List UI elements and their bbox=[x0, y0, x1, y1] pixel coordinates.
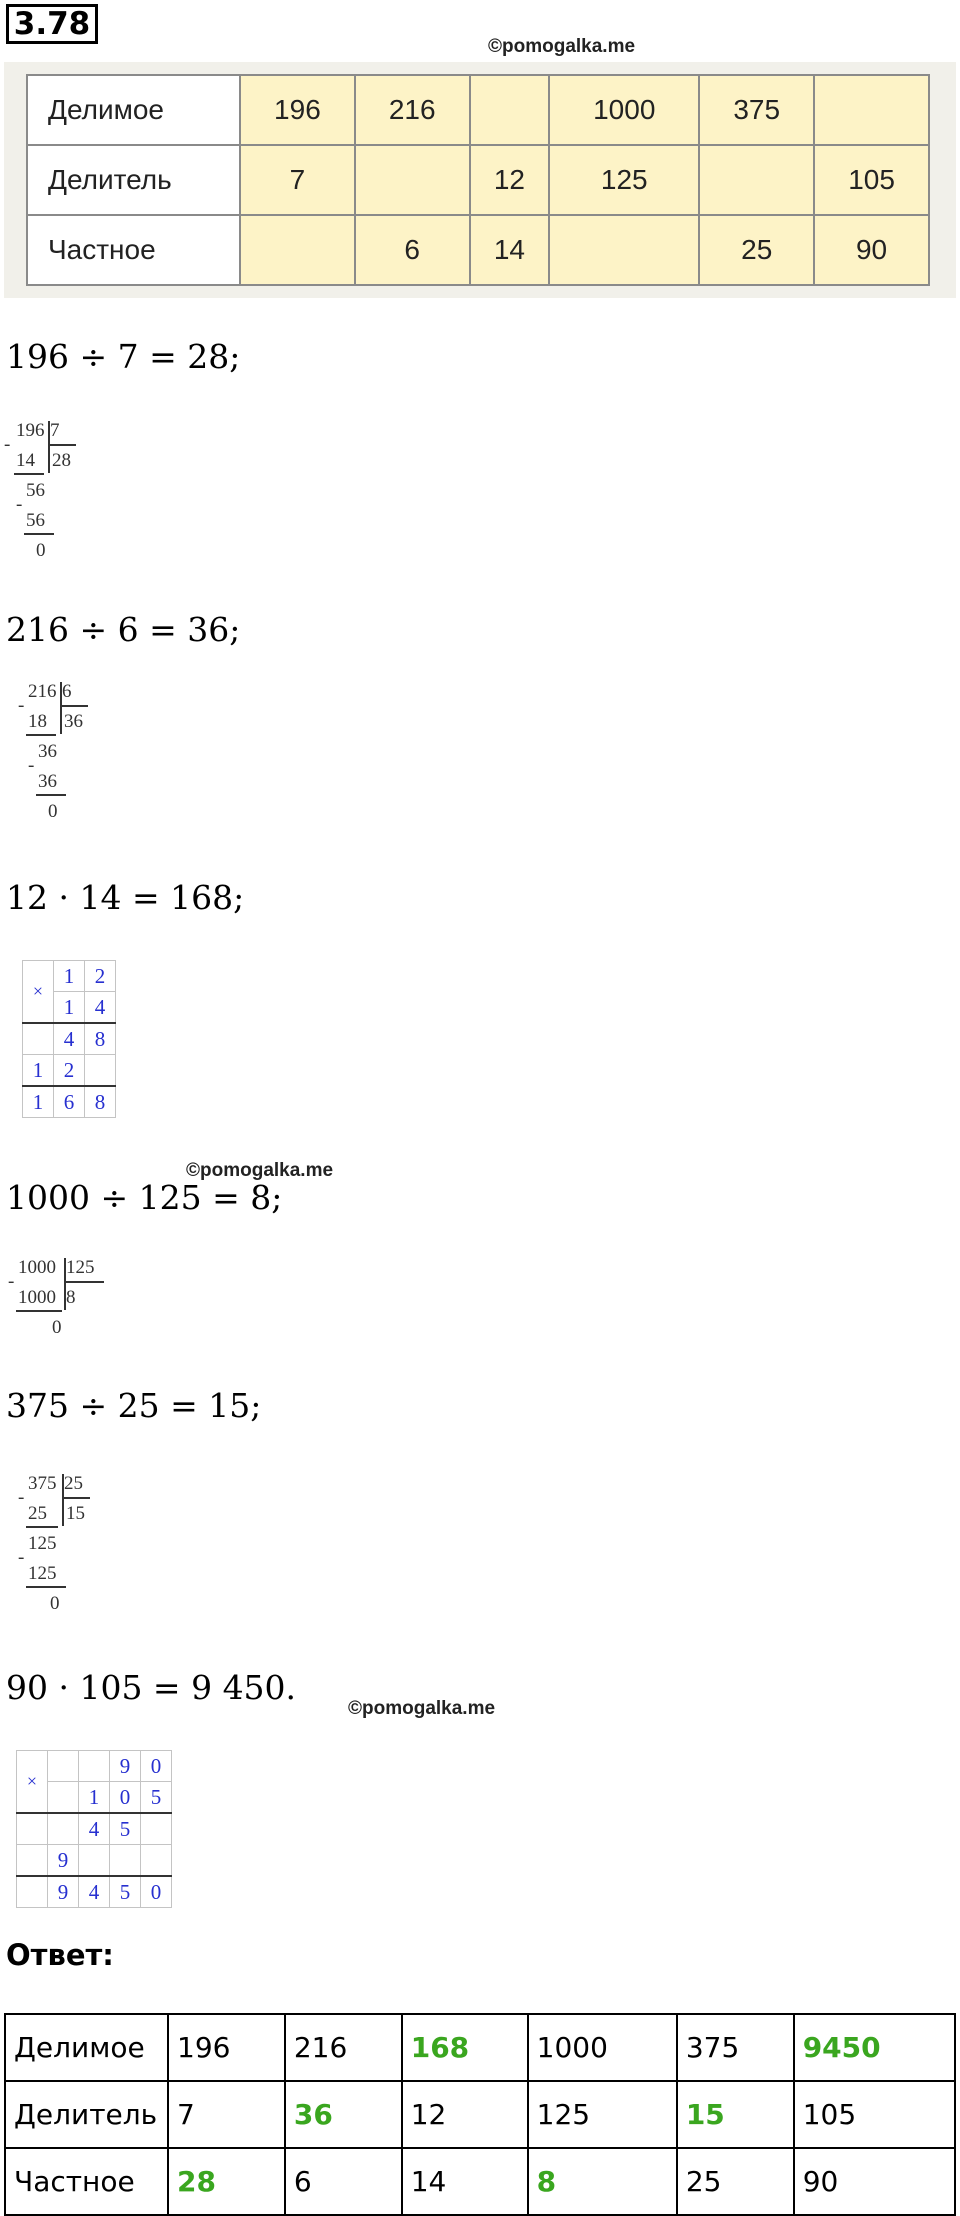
grid-cell: 2 bbox=[85, 961, 116, 992]
grid-cell: 5 bbox=[110, 1876, 141, 1908]
grid-cell: 4 bbox=[79, 1813, 110, 1845]
table-cell: 7 bbox=[240, 145, 355, 215]
divisor: 25 bbox=[64, 1473, 83, 1494]
table-cell: 216 bbox=[355, 75, 470, 145]
grid-cell bbox=[110, 1845, 141, 1877]
equation-5: 375 ÷ 25 = 15; bbox=[6, 1386, 262, 1425]
grid-cell bbox=[141, 1813, 172, 1845]
equation-1: 196 ÷ 7 = 28; bbox=[6, 337, 241, 376]
equation-6: 90 · 105 = 9 450. bbox=[6, 1668, 297, 1707]
grid-cell: 4 bbox=[85, 992, 116, 1024]
grid-cell: 0 bbox=[110, 1782, 141, 1814]
table-cell-answer: 36 bbox=[285, 2081, 402, 2148]
table-cell: 90 bbox=[794, 2148, 955, 2215]
table-cell bbox=[470, 75, 550, 145]
grid-cell: 9 bbox=[48, 1845, 79, 1877]
underline bbox=[14, 473, 44, 475]
minus-sign: - bbox=[4, 434, 11, 455]
dividend: 375 bbox=[28, 1473, 57, 1494]
remainder: 0 bbox=[52, 1317, 62, 1338]
table-cell-answer: 15 bbox=[677, 2081, 794, 2148]
table-cell: 7 bbox=[168, 2081, 285, 2148]
table-cell bbox=[549, 215, 699, 285]
subtrahend: 1000 bbox=[18, 1287, 56, 1308]
table-cell-answer: 9450 bbox=[794, 2014, 955, 2081]
row-label: Частное bbox=[5, 2148, 168, 2215]
table-cell: 6 bbox=[285, 2148, 402, 2215]
grid-cell: 0 bbox=[141, 1751, 172, 1782]
table-cell: 90 bbox=[814, 215, 929, 285]
dividend: 196 bbox=[16, 420, 45, 441]
underline bbox=[16, 1310, 62, 1312]
table-cell: 1000 bbox=[528, 2014, 677, 2081]
table-cell: 196 bbox=[240, 75, 355, 145]
division-bar bbox=[62, 1497, 90, 1499]
underline bbox=[26, 1586, 66, 1588]
divisor: 7 bbox=[50, 420, 60, 441]
grid-cell: 5 bbox=[110, 1813, 141, 1845]
grid-cell bbox=[79, 1845, 110, 1877]
quotient: 8 bbox=[66, 1287, 76, 1308]
underline bbox=[26, 734, 56, 736]
answer-heading: Ответ: bbox=[6, 1938, 114, 1972]
equation-4: 1000 ÷ 125 = 8; bbox=[6, 1178, 283, 1217]
table-cell: 105 bbox=[814, 145, 929, 215]
table-cell: 196 bbox=[168, 2014, 285, 2081]
table-cell: 1000 bbox=[549, 75, 699, 145]
table-cell: 375 bbox=[699, 75, 814, 145]
division-bar bbox=[48, 444, 76, 446]
divisor: 6 bbox=[62, 681, 72, 702]
row-label: Делитель bbox=[27, 145, 240, 215]
table-cell: 25 bbox=[699, 215, 814, 285]
grid-cell: 1 bbox=[54, 992, 85, 1024]
division-bar bbox=[48, 421, 50, 473]
grid-cell bbox=[17, 1813, 48, 1845]
table-cell: 125 bbox=[549, 145, 699, 215]
table-cell: 14 bbox=[402, 2148, 528, 2215]
table-cell-answer: 28 bbox=[168, 2148, 285, 2215]
division-bar bbox=[62, 1474, 64, 1526]
dividend: 1000 bbox=[18, 1257, 56, 1278]
row-label: Делитель bbox=[5, 2081, 168, 2148]
table-cell: 216 bbox=[285, 2014, 402, 2081]
grid-cell: 5 bbox=[141, 1782, 172, 1814]
grid-cell: 1 bbox=[23, 1086, 54, 1118]
equation-2: 216 ÷ 6 = 36; bbox=[6, 610, 241, 649]
multiply-sign: × bbox=[23, 961, 54, 1024]
task-row-divisor bbox=[27, 145, 929, 215]
row-label: Делимое bbox=[5, 2014, 168, 2081]
long-division-4 bbox=[18, 1474, 108, 1624]
division-bar bbox=[64, 1258, 66, 1310]
quotient: 36 bbox=[64, 711, 83, 732]
grid-cell: 1 bbox=[54, 961, 85, 992]
long-division-3 bbox=[8, 1258, 118, 1338]
table-cell: 125 bbox=[528, 2081, 677, 2148]
grid-cell bbox=[23, 1023, 54, 1055]
table-cell-answer: 8 bbox=[528, 2148, 677, 2215]
dividend: 216 bbox=[28, 681, 57, 702]
table-cell bbox=[814, 75, 929, 145]
table-cell-answer: 168 bbox=[402, 2014, 528, 2081]
underline bbox=[36, 794, 66, 796]
remainder-step: 56 bbox=[26, 480, 45, 501]
minus-sign: - bbox=[18, 1487, 25, 1508]
table-cell: 25 bbox=[677, 2148, 794, 2215]
grid-cell: 4 bbox=[79, 1876, 110, 1908]
long-division-1 bbox=[4, 421, 94, 571]
remainder: 0 bbox=[48, 801, 58, 822]
grid-cell bbox=[141, 1845, 172, 1877]
minus-sign: - bbox=[18, 695, 25, 716]
grid-cell: 0 bbox=[141, 1876, 172, 1908]
grid-cell bbox=[48, 1782, 79, 1814]
remainder: 0 bbox=[50, 1593, 60, 1614]
multiplication-grid-1 bbox=[22, 960, 116, 1118]
minus-sign: - bbox=[8, 1271, 15, 1292]
division-bar bbox=[64, 1281, 104, 1283]
subtrahend: 56 bbox=[26, 510, 45, 531]
grid-cell: 9 bbox=[48, 1876, 79, 1908]
table-cell: 105 bbox=[794, 2081, 955, 2148]
grid-cell bbox=[48, 1751, 79, 1782]
grid-cell bbox=[85, 1055, 116, 1087]
answer-row-divisor bbox=[5, 2081, 955, 2148]
table-cell bbox=[355, 145, 470, 215]
row-label: Делимое bbox=[27, 75, 240, 145]
task-row-dividend bbox=[27, 75, 929, 145]
task-table bbox=[26, 74, 930, 286]
grid-cell bbox=[48, 1813, 79, 1845]
grid-cell: 1 bbox=[79, 1782, 110, 1814]
multiplication-grid-2 bbox=[16, 1750, 172, 1908]
table-cell bbox=[699, 145, 814, 215]
table-cell: 12 bbox=[402, 2081, 528, 2148]
grid-cell bbox=[79, 1751, 110, 1782]
subtrahend: 25 bbox=[28, 1503, 47, 1524]
long-division-2 bbox=[18, 682, 108, 832]
quotient: 28 bbox=[52, 450, 71, 471]
table-cell bbox=[240, 215, 355, 285]
subtrahend: 18 bbox=[28, 711, 47, 732]
table-cell: 12 bbox=[470, 145, 550, 215]
watermark: ©pomogalka.me bbox=[488, 36, 636, 57]
grid-cell: 2 bbox=[54, 1055, 85, 1087]
grid-cell bbox=[17, 1876, 48, 1908]
minus-sign: - bbox=[16, 494, 23, 515]
subtrahend: 125 bbox=[28, 1563, 57, 1584]
subtrahend: 14 bbox=[16, 450, 35, 471]
division-bar bbox=[60, 682, 62, 734]
table-cell: 14 bbox=[470, 215, 550, 285]
underline bbox=[24, 533, 54, 535]
answer-table bbox=[4, 2013, 956, 2216]
grid-cell: 8 bbox=[85, 1086, 116, 1118]
minus-sign: - bbox=[18, 1547, 25, 1568]
table-cell: 375 bbox=[677, 2014, 794, 2081]
answer-row-dividend bbox=[5, 2014, 955, 2081]
multiply-sign: × bbox=[17, 1751, 48, 1814]
answer-row-quotient bbox=[5, 2148, 955, 2215]
task-row-quotient bbox=[27, 215, 929, 285]
task-number: 3.78 bbox=[6, 4, 98, 44]
quotient: 15 bbox=[66, 1503, 85, 1524]
divisor: 125 bbox=[66, 1257, 95, 1278]
table-cell: 6 bbox=[355, 215, 470, 285]
underline bbox=[26, 1526, 58, 1528]
row-label: Частное bbox=[27, 215, 240, 285]
grid-cell bbox=[17, 1845, 48, 1877]
remainder-step: 125 bbox=[28, 1533, 57, 1554]
grid-cell: 1 bbox=[23, 1055, 54, 1087]
subtrahend: 36 bbox=[38, 771, 57, 792]
grid-cell: 9 bbox=[110, 1751, 141, 1782]
remainder: 0 bbox=[36, 540, 46, 561]
grid-cell: 8 bbox=[85, 1023, 116, 1055]
division-bar bbox=[60, 705, 88, 707]
grid-cell: 6 bbox=[54, 1086, 85, 1118]
minus-sign: - bbox=[28, 755, 35, 776]
grid-cell: 4 bbox=[54, 1023, 85, 1055]
remainder-step: 36 bbox=[38, 741, 57, 762]
equation-3: 12 · 14 = 168; bbox=[6, 878, 245, 917]
watermark: ©pomogalka.me bbox=[186, 1160, 334, 1181]
watermark: ©pomogalka.me bbox=[348, 1698, 496, 1719]
